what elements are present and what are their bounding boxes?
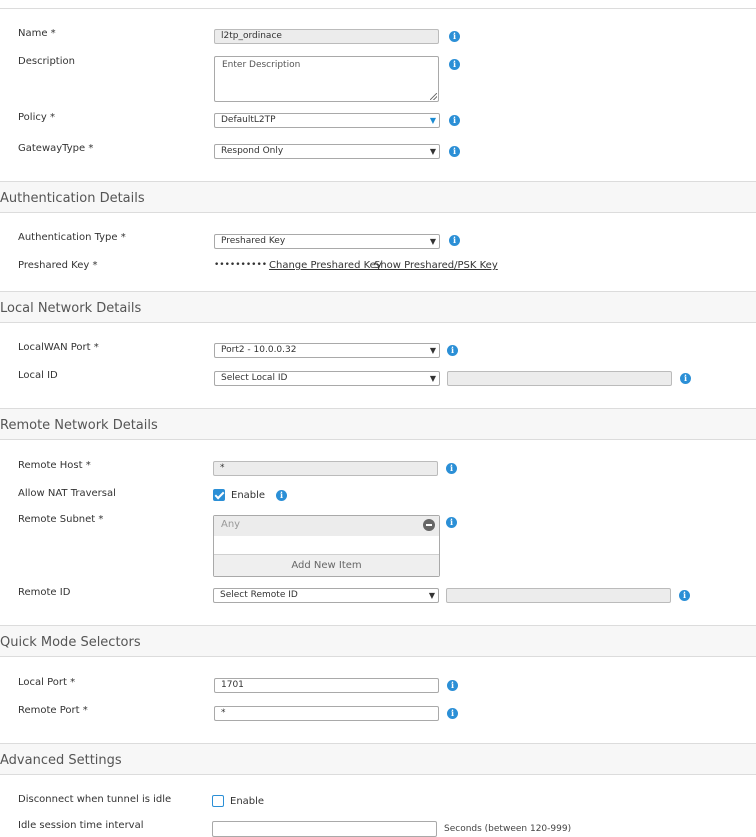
info-icon[interactable]: i xyxy=(680,373,691,384)
local-wan-port-label: LocalWAN Port * xyxy=(18,342,99,353)
info-icon[interactable]: i xyxy=(447,680,458,691)
info-icon[interactable]: i xyxy=(449,115,460,126)
info-icon[interactable]: i xyxy=(446,463,457,474)
local-wan-port-value: Port2 - 10.0.0.32 xyxy=(221,345,297,355)
local-port-input[interactable]: 1701 xyxy=(214,678,439,693)
add-new-item-button[interactable]: Add New Item xyxy=(214,554,439,576)
info-icon[interactable]: i xyxy=(449,31,460,42)
idle-disconnect-label: Disconnect when tunnel is idle xyxy=(18,794,172,805)
remote-subnet-label: Remote Subnet * xyxy=(18,514,104,525)
remote-id-select[interactable] xyxy=(213,588,439,603)
list-item-label: Any xyxy=(221,519,241,530)
remove-item-icon[interactable] xyxy=(423,519,435,531)
nat-traversal-checkbox[interactable] xyxy=(213,489,225,501)
description-textarea[interactable] xyxy=(214,56,439,102)
idle-interval-hint: Seconds (between 120-999) xyxy=(444,824,572,834)
name-label: Name * xyxy=(18,28,56,39)
remote-network-section-header xyxy=(0,408,756,440)
quick-mode-section-header xyxy=(0,625,756,657)
name-input[interactable]: l2tp_ordinace xyxy=(214,29,439,44)
local-id-input[interactable] xyxy=(447,371,672,386)
remote-subnet-list xyxy=(213,515,440,577)
section-title: Local Network Details xyxy=(0,301,142,316)
idle-interval-input[interactable] xyxy=(212,821,437,837)
local-network-section-header xyxy=(0,291,756,323)
info-icon[interactable]: i xyxy=(447,708,458,719)
local-id-value: Select Local ID xyxy=(221,373,288,383)
section-title: Remote Network Details xyxy=(0,418,158,433)
remote-port-input[interactable]: * xyxy=(214,706,439,721)
info-icon[interactable]: i xyxy=(679,590,690,601)
remote-host-input[interactable]: * xyxy=(213,461,438,476)
policy-label: Policy * xyxy=(18,112,55,123)
remote-id-label: Remote ID xyxy=(18,587,71,598)
chevron-down-icon: ▼ xyxy=(429,116,436,125)
local-port-label: Local Port * xyxy=(18,677,76,688)
info-icon[interactable]: i xyxy=(447,345,458,356)
section-title: Advanced Settings xyxy=(0,753,122,768)
info-icon[interactable]: i xyxy=(449,235,460,246)
nat-enable-label: Enable xyxy=(231,490,266,501)
remote-port-label: Remote Port * xyxy=(18,705,88,716)
section-title: Authentication Details xyxy=(0,191,145,206)
chevron-down-icon: ▼ xyxy=(429,147,436,156)
chevron-down-icon: ▼ xyxy=(428,591,435,600)
chevron-down-icon: ▼ xyxy=(429,237,436,246)
change-preshared-key-link[interactable]: Change Preshared Key xyxy=(269,260,382,271)
gateway-type-label: GatewayType * xyxy=(18,143,94,154)
remote-host-label: Remote Host * xyxy=(18,460,91,471)
gateway-type-value: Respond Only xyxy=(221,146,284,156)
local-id-select[interactable] xyxy=(214,371,440,386)
idle-disconnect-checkbox[interactable] xyxy=(212,795,224,807)
resize-grip-icon[interactable] xyxy=(430,93,437,100)
chevron-down-icon: ▼ xyxy=(429,374,436,383)
info-icon[interactable]: i xyxy=(449,146,460,157)
idle-enable-label: Enable xyxy=(230,796,265,807)
authentication-section-header xyxy=(0,181,756,213)
local-wan-port-select[interactable] xyxy=(214,343,440,358)
idle-interval-label: Idle session time interval xyxy=(18,820,144,831)
remote-id-value: Select Remote ID xyxy=(220,590,298,600)
chevron-down-icon: ▼ xyxy=(429,346,436,355)
nat-traversal-label: Allow NAT Traversal xyxy=(18,488,116,499)
policy-value: DefaultL2TP xyxy=(221,115,276,125)
description-placeholder: Enter Description xyxy=(222,60,301,70)
auth-type-label: Authentication Type * xyxy=(18,232,126,243)
info-icon[interactable]: i xyxy=(449,59,460,70)
local-id-label: Local ID xyxy=(18,370,58,381)
info-icon[interactable]: i xyxy=(446,517,457,528)
section-title: Quick Mode Selectors xyxy=(0,635,141,650)
list-item xyxy=(214,516,439,536)
auth-type-select[interactable] xyxy=(214,234,440,249)
gateway-type-select[interactable] xyxy=(214,144,440,159)
preshared-key-label: Preshared Key * xyxy=(18,260,98,271)
info-icon[interactable]: i xyxy=(276,490,287,501)
preshared-key-masked: •••••••••• xyxy=(214,260,268,270)
show-preshared-key-link[interactable]: Show Preshared/PSK Key xyxy=(374,260,498,271)
section-divider xyxy=(0,8,756,9)
remote-id-input[interactable] xyxy=(446,588,671,603)
advanced-section-header xyxy=(0,743,756,775)
description-label: Description xyxy=(18,56,75,67)
policy-select[interactable] xyxy=(214,113,440,128)
auth-type-value: Preshared Key xyxy=(221,236,286,246)
